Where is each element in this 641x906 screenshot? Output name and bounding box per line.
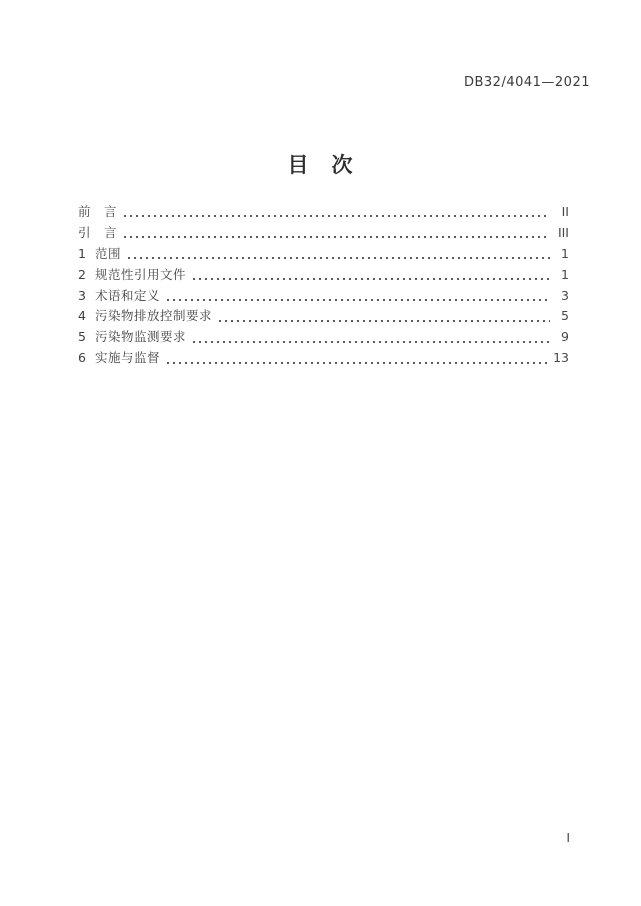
toc-entry-title: 范围: [95, 245, 122, 261]
toc-entry-num: 6: [78, 350, 86, 366]
toc-entry-page: 3: [561, 287, 569, 303]
page-title: 目 次: [287, 153, 354, 177]
toc-entry-page: 9: [561, 329, 569, 345]
toc-entry-num: 4: [78, 308, 86, 324]
doc-number: DB32/4041—2021: [463, 75, 590, 90]
toc-entry-num: 2: [78, 266, 86, 282]
dot-leader-icon: [122, 202, 550, 223]
footer-page-number: I: [566, 830, 570, 845]
toc-entry: [78, 348, 569, 369]
toc-entry-page: 13: [553, 350, 569, 366]
toc-entry: [78, 306, 569, 327]
toc-entry-page: 1: [561, 266, 569, 282]
toc-entry-num: 3: [78, 287, 86, 303]
toc-entry-num: 1: [78, 245, 86, 261]
toc-entry-page: 1: [561, 245, 569, 261]
dot-leader-icon: [191, 265, 550, 286]
toc-entry-page: II: [561, 204, 569, 219]
dot-leader-icon: [165, 348, 548, 369]
toc-entry: [78, 223, 569, 244]
toc-entry: [78, 202, 569, 223]
toc-entry-title: 术语和定义: [95, 287, 161, 303]
dot-leader-icon: [191, 327, 550, 348]
toc-entry: [78, 286, 569, 307]
toc-entry-title: 实施与监督: [95, 350, 161, 366]
dot-leader-icon: [165, 286, 550, 307]
toc-entry-title: 前 言: [78, 204, 118, 219]
toc-entry-page: 5: [561, 308, 569, 324]
dot-leader-icon: [217, 306, 550, 327]
dot-leader-icon: [122, 223, 550, 244]
dot-leader-icon: [126, 244, 550, 265]
toc-entry-title: 规范性引用文件: [95, 266, 187, 282]
toc-entry-title: 污染物排放控制要求: [95, 308, 213, 324]
toc-entry-num: 5: [78, 329, 86, 345]
toc-entry: [78, 265, 569, 286]
toc-list: [78, 202, 569, 369]
toc-entry-title: 引 言: [78, 224, 118, 240]
toc-entry: [78, 327, 569, 348]
toc-entry-page: III: [557, 224, 569, 240]
toc-entry: [78, 244, 569, 265]
toc-entry-title: 污染物监测要求: [95, 329, 187, 345]
